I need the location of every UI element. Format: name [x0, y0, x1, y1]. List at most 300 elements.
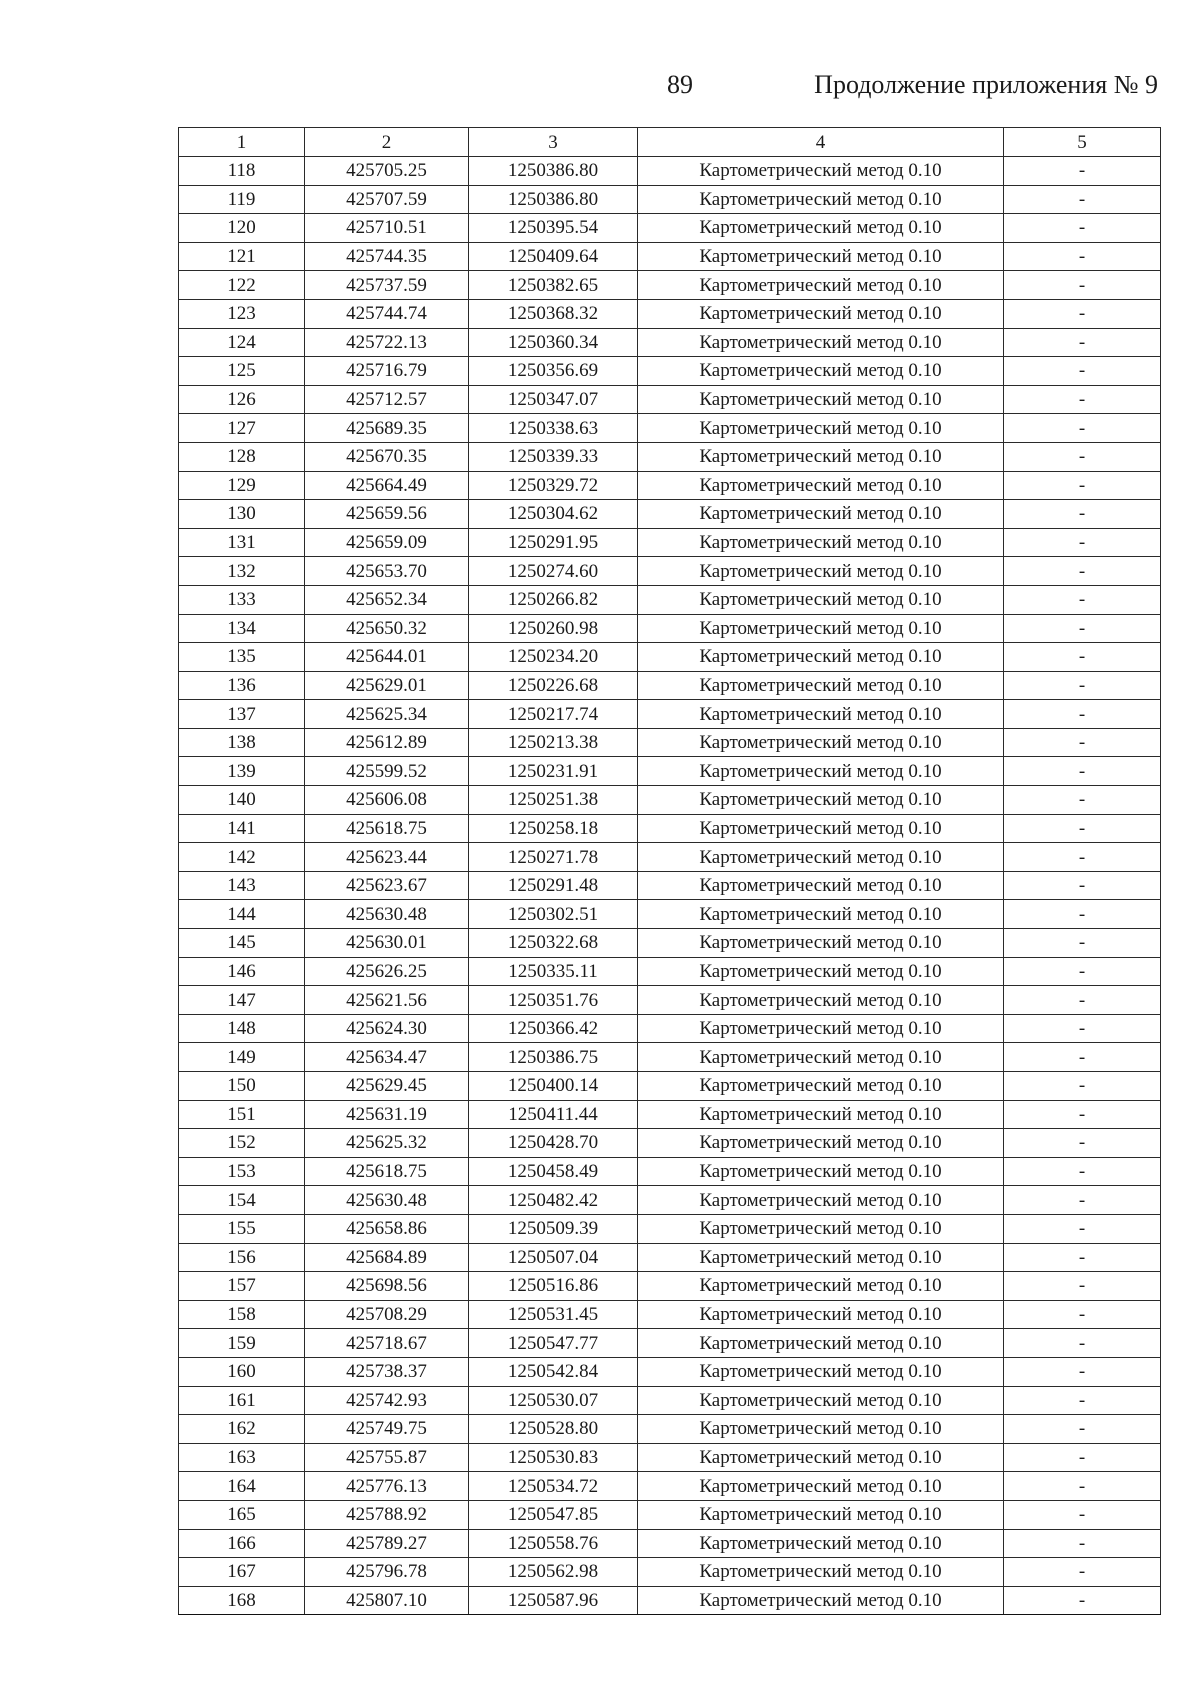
x-coordinate-cell: 425716.79: [305, 357, 469, 386]
y-coordinate-cell: 1250302.51: [469, 900, 638, 929]
column-header-3: 3: [469, 128, 638, 157]
note-cell: -: [1004, 1157, 1161, 1186]
method-cell: Картометрический метод 0.10: [638, 786, 1004, 815]
method-cell: Картометрический метод 0.10: [638, 1443, 1004, 1472]
table-row: [179, 1043, 1161, 1072]
note-cell: -: [1004, 471, 1161, 500]
method-cell: Картометрический метод 0.10: [638, 385, 1004, 414]
note-cell: -: [1004, 185, 1161, 214]
table-row: [179, 1300, 1161, 1329]
note-cell: -: [1004, 929, 1161, 958]
note-cell: -: [1004, 385, 1161, 414]
method-cell: Картометрический метод 0.10: [638, 700, 1004, 729]
table-row: [179, 957, 1161, 986]
column-header-5: 5: [1004, 128, 1161, 157]
note-cell: -: [1004, 557, 1161, 586]
method-cell: Картометрический метод 0.10: [638, 528, 1004, 557]
x-coordinate-cell: 425624.30: [305, 1014, 469, 1043]
point-number-cell: 163: [179, 1443, 305, 1472]
x-coordinate-cell: 425689.35: [305, 414, 469, 443]
page-title: Продолжение приложения № 9: [814, 70, 1158, 99]
method-cell: Картометрический метод 0.10: [638, 585, 1004, 614]
y-coordinate-cell: 1250530.07: [469, 1386, 638, 1415]
method-cell: Картометрический метод 0.10: [638, 471, 1004, 500]
method-cell: Картометрический метод 0.10: [638, 671, 1004, 700]
point-number-cell: 120: [179, 214, 305, 243]
y-coordinate-cell: 1250356.69: [469, 357, 638, 386]
table-row: [179, 1329, 1161, 1358]
y-coordinate-cell: 1250291.48: [469, 871, 638, 900]
table-row: [179, 643, 1161, 672]
note-cell: -: [1004, 500, 1161, 529]
note-cell: -: [1004, 871, 1161, 900]
y-coordinate-cell: 1250335.11: [469, 957, 638, 986]
y-coordinate-cell: 1250562.98: [469, 1558, 638, 1587]
note-cell: -: [1004, 1500, 1161, 1529]
x-coordinate-cell: 425755.87: [305, 1443, 469, 1472]
method-cell: Картометрический метод 0.10: [638, 728, 1004, 757]
note-cell: -: [1004, 1186, 1161, 1215]
x-coordinate-cell: 425796.78: [305, 1558, 469, 1587]
point-number-cell: 140: [179, 786, 305, 815]
y-coordinate-cell: 1250516.86: [469, 1272, 638, 1301]
table-row: [179, 1014, 1161, 1043]
method-cell: Картометрический метод 0.10: [638, 157, 1004, 186]
x-coordinate-cell: 425738.37: [305, 1357, 469, 1386]
table-row: [179, 299, 1161, 328]
y-coordinate-cell: 1250411.44: [469, 1100, 638, 1129]
x-coordinate-cell: 425718.67: [305, 1329, 469, 1358]
x-coordinate-cell: 425630.48: [305, 1186, 469, 1215]
point-number-cell: 125: [179, 357, 305, 386]
method-cell: Картометрический метод 0.10: [638, 1186, 1004, 1215]
table-row: [179, 1357, 1161, 1386]
x-coordinate-cell: 425621.56: [305, 986, 469, 1015]
x-coordinate-cell: 425626.25: [305, 957, 469, 986]
method-cell: Картометрический метод 0.10: [638, 757, 1004, 786]
point-number-cell: 153: [179, 1157, 305, 1186]
note-cell: -: [1004, 786, 1161, 815]
x-coordinate-cell: 425789.27: [305, 1529, 469, 1558]
method-cell: Картометрический метод 0.10: [638, 299, 1004, 328]
table-row: [179, 271, 1161, 300]
y-coordinate-cell: 1250542.84: [469, 1357, 638, 1386]
y-coordinate-cell: 1250322.68: [469, 929, 638, 958]
point-number-cell: 152: [179, 1129, 305, 1158]
note-cell: -: [1004, 214, 1161, 243]
note-cell: -: [1004, 643, 1161, 672]
table-row: [179, 500, 1161, 529]
y-coordinate-cell: 1250366.42: [469, 1014, 638, 1043]
x-coordinate-cell: 425659.09: [305, 528, 469, 557]
y-coordinate-cell: 1250226.68: [469, 671, 638, 700]
point-number-cell: 157: [179, 1272, 305, 1301]
y-coordinate-cell: 1250291.95: [469, 528, 638, 557]
note-cell: -: [1004, 442, 1161, 471]
y-coordinate-cell: 1250338.63: [469, 414, 638, 443]
note-cell: -: [1004, 1443, 1161, 1472]
note-cell: -: [1004, 1043, 1161, 1072]
method-cell: Картометрический метод 0.10: [638, 357, 1004, 386]
method-cell: Картометрический метод 0.10: [638, 185, 1004, 214]
point-number-cell: 144: [179, 900, 305, 929]
point-number-cell: 136: [179, 671, 305, 700]
point-number-cell: 166: [179, 1529, 305, 1558]
note-cell: -: [1004, 986, 1161, 1015]
table-row: [179, 1072, 1161, 1101]
point-number-cell: 131: [179, 528, 305, 557]
x-coordinate-cell: 425698.56: [305, 1272, 469, 1301]
y-coordinate-cell: 1250587.96: [469, 1586, 638, 1615]
method-cell: Картометрический метод 0.10: [638, 1157, 1004, 1186]
method-cell: Картометрический метод 0.10: [638, 328, 1004, 357]
x-coordinate-cell: 425658.86: [305, 1214, 469, 1243]
note-cell: -: [1004, 957, 1161, 986]
table-row: [179, 414, 1161, 443]
note-cell: -: [1004, 585, 1161, 614]
x-coordinate-cell: 425634.47: [305, 1043, 469, 1072]
y-coordinate-cell: 1250266.82: [469, 585, 638, 614]
note-cell: -: [1004, 1357, 1161, 1386]
x-coordinate-cell: 425749.75: [305, 1415, 469, 1444]
x-coordinate-cell: 425644.01: [305, 643, 469, 672]
note-cell: -: [1004, 528, 1161, 557]
y-coordinate-cell: 1250428.70: [469, 1129, 638, 1158]
y-coordinate-cell: 1250351.76: [469, 986, 638, 1015]
x-coordinate-cell: 425630.01: [305, 929, 469, 958]
note-cell: -: [1004, 700, 1161, 729]
note-cell: -: [1004, 1386, 1161, 1415]
note-cell: -: [1004, 843, 1161, 872]
table-row: [179, 786, 1161, 815]
x-coordinate-cell: 425710.51: [305, 214, 469, 243]
x-coordinate-cell: 425623.67: [305, 871, 469, 900]
x-coordinate-cell: 425618.75: [305, 1157, 469, 1186]
note-cell: -: [1004, 614, 1161, 643]
point-number-cell: 155: [179, 1214, 305, 1243]
point-number-cell: 143: [179, 871, 305, 900]
y-coordinate-cell: 1250271.78: [469, 843, 638, 872]
x-coordinate-cell: 425618.75: [305, 814, 469, 843]
x-coordinate-cell: 425776.13: [305, 1472, 469, 1501]
point-number-cell: 135: [179, 643, 305, 672]
point-number-cell: 122: [179, 271, 305, 300]
y-coordinate-cell: 1250531.45: [469, 1300, 638, 1329]
method-cell: Картометрический метод 0.10: [638, 1100, 1004, 1129]
point-number-cell: 129: [179, 471, 305, 500]
method-cell: Картометрический метод 0.10: [638, 1243, 1004, 1272]
x-coordinate-cell: 425606.08: [305, 786, 469, 815]
x-coordinate-cell: 425630.48: [305, 900, 469, 929]
note-cell: -: [1004, 1272, 1161, 1301]
x-coordinate-cell: 425629.01: [305, 671, 469, 700]
note-cell: -: [1004, 900, 1161, 929]
method-cell: Картометрический метод 0.10: [638, 414, 1004, 443]
method-cell: Картометрический метод 0.10: [638, 442, 1004, 471]
table-header: [179, 128, 1161, 157]
note-cell: -: [1004, 1214, 1161, 1243]
y-coordinate-cell: 1250339.33: [469, 442, 638, 471]
y-coordinate-cell: 1250528.80: [469, 1415, 638, 1444]
table-row: [179, 1386, 1161, 1415]
x-coordinate-cell: 425625.34: [305, 700, 469, 729]
y-coordinate-cell: 1250547.85: [469, 1500, 638, 1529]
x-coordinate-cell: 425664.49: [305, 471, 469, 500]
y-coordinate-cell: 1250347.07: [469, 385, 638, 414]
point-number-cell: 132: [179, 557, 305, 586]
x-coordinate-cell: 425629.45: [305, 1072, 469, 1101]
point-number-cell: 159: [179, 1329, 305, 1358]
point-number-cell: 147: [179, 986, 305, 1015]
table-row: [179, 1214, 1161, 1243]
table-row: [179, 528, 1161, 557]
table-row: [179, 1157, 1161, 1186]
point-number-cell: 145: [179, 929, 305, 958]
method-cell: Картометрический метод 0.10: [638, 242, 1004, 271]
page-number: 89: [667, 70, 693, 99]
point-number-cell: 128: [179, 442, 305, 471]
point-number-cell: 151: [179, 1100, 305, 1129]
point-number-cell: 149: [179, 1043, 305, 1072]
x-coordinate-cell: 425705.25: [305, 157, 469, 186]
point-number-cell: 146: [179, 957, 305, 986]
method-cell: Картометрический метод 0.10: [638, 214, 1004, 243]
point-number-cell: 141: [179, 814, 305, 843]
point-number-cell: 158: [179, 1300, 305, 1329]
x-coordinate-cell: 425737.59: [305, 271, 469, 300]
x-coordinate-cell: 425707.59: [305, 185, 469, 214]
table-row: [179, 214, 1161, 243]
point-number-cell: 134: [179, 614, 305, 643]
method-cell: Картометрический метод 0.10: [638, 929, 1004, 958]
note-cell: -: [1004, 414, 1161, 443]
point-number-cell: 126: [179, 385, 305, 414]
method-cell: Картометрический метод 0.10: [638, 843, 1004, 872]
method-cell: Картометрический метод 0.10: [638, 643, 1004, 672]
header-row: [179, 128, 1161, 157]
table-row: [179, 728, 1161, 757]
table-row: [179, 185, 1161, 214]
method-cell: Картометрический метод 0.10: [638, 1586, 1004, 1615]
table-row: [179, 557, 1161, 586]
y-coordinate-cell: 1250400.14: [469, 1072, 638, 1101]
method-cell: Картометрический метод 0.10: [638, 1415, 1004, 1444]
method-cell: Картометрический метод 0.10: [638, 1357, 1004, 1386]
point-number-cell: 127: [179, 414, 305, 443]
point-number-cell: 119: [179, 185, 305, 214]
table-row: [179, 242, 1161, 271]
note-cell: -: [1004, 1529, 1161, 1558]
y-coordinate-cell: 1250217.74: [469, 700, 638, 729]
x-coordinate-cell: 425708.29: [305, 1300, 469, 1329]
column-header-4: 4: [638, 128, 1004, 157]
table-row: [179, 757, 1161, 786]
method-cell: Картометрический метод 0.10: [638, 1129, 1004, 1158]
table-row: [179, 1100, 1161, 1129]
table-row: [179, 1529, 1161, 1558]
note-cell: -: [1004, 728, 1161, 757]
y-coordinate-cell: 1250482.42: [469, 1186, 638, 1215]
table-row: [179, 357, 1161, 386]
point-number-cell: 164: [179, 1472, 305, 1501]
x-coordinate-cell: 425623.44: [305, 843, 469, 872]
y-coordinate-cell: 1250251.38: [469, 786, 638, 815]
point-number-cell: 130: [179, 500, 305, 529]
y-coordinate-cell: 1250534.72: [469, 1472, 638, 1501]
point-number-cell: 150: [179, 1072, 305, 1101]
method-cell: Картометрический метод 0.10: [638, 614, 1004, 643]
note-cell: -: [1004, 1558, 1161, 1587]
y-coordinate-cell: 1250368.32: [469, 299, 638, 328]
y-coordinate-cell: 1250507.04: [469, 1243, 638, 1272]
method-cell: Картометрический метод 0.10: [638, 1072, 1004, 1101]
table-row: [179, 1272, 1161, 1301]
y-coordinate-cell: 1250382.65: [469, 271, 638, 300]
point-number-cell: 142: [179, 843, 305, 872]
method-cell: Картометрический метод 0.10: [638, 271, 1004, 300]
point-number-cell: 118: [179, 157, 305, 186]
y-coordinate-cell: 1250260.98: [469, 614, 638, 643]
method-cell: Картометрический метод 0.10: [638, 1043, 1004, 1072]
point-number-cell: 165: [179, 1500, 305, 1529]
x-coordinate-cell: 425712.57: [305, 385, 469, 414]
method-cell: Картометрический метод 0.10: [638, 1300, 1004, 1329]
table-row: [179, 900, 1161, 929]
y-coordinate-cell: 1250329.72: [469, 471, 638, 500]
method-cell: Картометрический метод 0.10: [638, 1500, 1004, 1529]
y-coordinate-cell: 1250386.80: [469, 157, 638, 186]
method-cell: Картометрический метод 0.10: [638, 557, 1004, 586]
table-row: [179, 385, 1161, 414]
y-coordinate-cell: 1250258.18: [469, 814, 638, 843]
x-coordinate-cell: 425684.89: [305, 1243, 469, 1272]
point-number-cell: 162: [179, 1415, 305, 1444]
x-coordinate-cell: 425742.93: [305, 1386, 469, 1415]
table-row: [179, 1586, 1161, 1615]
table-row: [179, 986, 1161, 1015]
point-number-cell: 160: [179, 1357, 305, 1386]
note-cell: -: [1004, 357, 1161, 386]
point-number-cell: 154: [179, 1186, 305, 1215]
x-coordinate-cell: 425722.13: [305, 328, 469, 357]
table-row: [179, 1443, 1161, 1472]
point-number-cell: 156: [179, 1243, 305, 1272]
note-cell: -: [1004, 328, 1161, 357]
point-number-cell: 124: [179, 328, 305, 357]
table-row: [179, 1129, 1161, 1158]
x-coordinate-cell: 425650.32: [305, 614, 469, 643]
point-number-cell: 137: [179, 700, 305, 729]
x-coordinate-cell: 425788.92: [305, 1500, 469, 1529]
table-row: [179, 328, 1161, 357]
y-coordinate-cell: 1250409.64: [469, 242, 638, 271]
y-coordinate-cell: 1250274.60: [469, 557, 638, 586]
y-coordinate-cell: 1250547.77: [469, 1329, 638, 1358]
method-cell: Картометрический метод 0.10: [638, 900, 1004, 929]
x-coordinate-cell: 425744.35: [305, 242, 469, 271]
note-cell: -: [1004, 1072, 1161, 1101]
y-coordinate-cell: 1250386.75: [469, 1043, 638, 1072]
method-cell: Картометрический метод 0.10: [638, 1529, 1004, 1558]
point-number-cell: 133: [179, 585, 305, 614]
point-number-cell: 161: [179, 1386, 305, 1415]
table-row: [179, 614, 1161, 643]
table-row: [179, 929, 1161, 958]
table-row: [179, 671, 1161, 700]
table-row: [179, 1500, 1161, 1529]
note-cell: -: [1004, 1472, 1161, 1501]
x-coordinate-cell: 425659.56: [305, 500, 469, 529]
x-coordinate-cell: 425631.19: [305, 1100, 469, 1129]
method-cell: Картометрический метод 0.10: [638, 871, 1004, 900]
note-cell: -: [1004, 1129, 1161, 1158]
x-coordinate-cell: 425653.70: [305, 557, 469, 586]
method-cell: Картометрический метод 0.10: [638, 957, 1004, 986]
note-cell: -: [1004, 1100, 1161, 1129]
table-row: [179, 1472, 1161, 1501]
point-number-cell: 123: [179, 299, 305, 328]
x-coordinate-cell: 425625.32: [305, 1129, 469, 1158]
x-coordinate-cell: 425652.34: [305, 585, 469, 614]
table-row: [179, 157, 1161, 186]
table-row: [179, 843, 1161, 872]
note-cell: -: [1004, 1300, 1161, 1329]
table-row: [179, 471, 1161, 500]
method-cell: Картометрический метод 0.10: [638, 1472, 1004, 1501]
y-coordinate-cell: 1250558.76: [469, 1529, 638, 1558]
method-cell: Картометрический метод 0.10: [638, 1272, 1004, 1301]
note-cell: -: [1004, 814, 1161, 843]
x-coordinate-cell: 425599.52: [305, 757, 469, 786]
table-row: [179, 1558, 1161, 1587]
note-cell: -: [1004, 1243, 1161, 1272]
table-row: [179, 1415, 1161, 1444]
y-coordinate-cell: 1250231.91: [469, 757, 638, 786]
y-coordinate-cell: 1250213.38: [469, 728, 638, 757]
note-cell: -: [1004, 757, 1161, 786]
note-cell: -: [1004, 1415, 1161, 1444]
column-header-1: 1: [179, 128, 305, 157]
note-cell: -: [1004, 271, 1161, 300]
note-cell: -: [1004, 671, 1161, 700]
point-number-cell: 139: [179, 757, 305, 786]
y-coordinate-cell: 1250530.83: [469, 1443, 638, 1472]
y-coordinate-cell: 1250509.39: [469, 1214, 638, 1243]
method-cell: Картометрический метод 0.10: [638, 500, 1004, 529]
method-cell: Картометрический метод 0.10: [638, 986, 1004, 1015]
note-cell: -: [1004, 1329, 1161, 1358]
method-cell: Картометрический метод 0.10: [638, 814, 1004, 843]
x-coordinate-cell: 425612.89: [305, 728, 469, 757]
x-coordinate-cell: 425807.10: [305, 1586, 469, 1615]
point-number-cell: 167: [179, 1558, 305, 1587]
note-cell: -: [1004, 157, 1161, 186]
method-cell: Картометрический метод 0.10: [638, 1014, 1004, 1043]
method-cell: Картометрический метод 0.10: [638, 1386, 1004, 1415]
table-row: [179, 1243, 1161, 1272]
table-row: [179, 585, 1161, 614]
x-coordinate-cell: 425744.74: [305, 299, 469, 328]
y-coordinate-cell: 1250304.62: [469, 500, 638, 529]
y-coordinate-cell: 1250458.49: [469, 1157, 638, 1186]
y-coordinate-cell: 1250386.80: [469, 185, 638, 214]
table-row: [179, 1186, 1161, 1215]
table-row: [179, 871, 1161, 900]
point-number-cell: 121: [179, 242, 305, 271]
point-number-cell: 148: [179, 1014, 305, 1043]
table-row: [179, 814, 1161, 843]
note-cell: -: [1004, 242, 1161, 271]
